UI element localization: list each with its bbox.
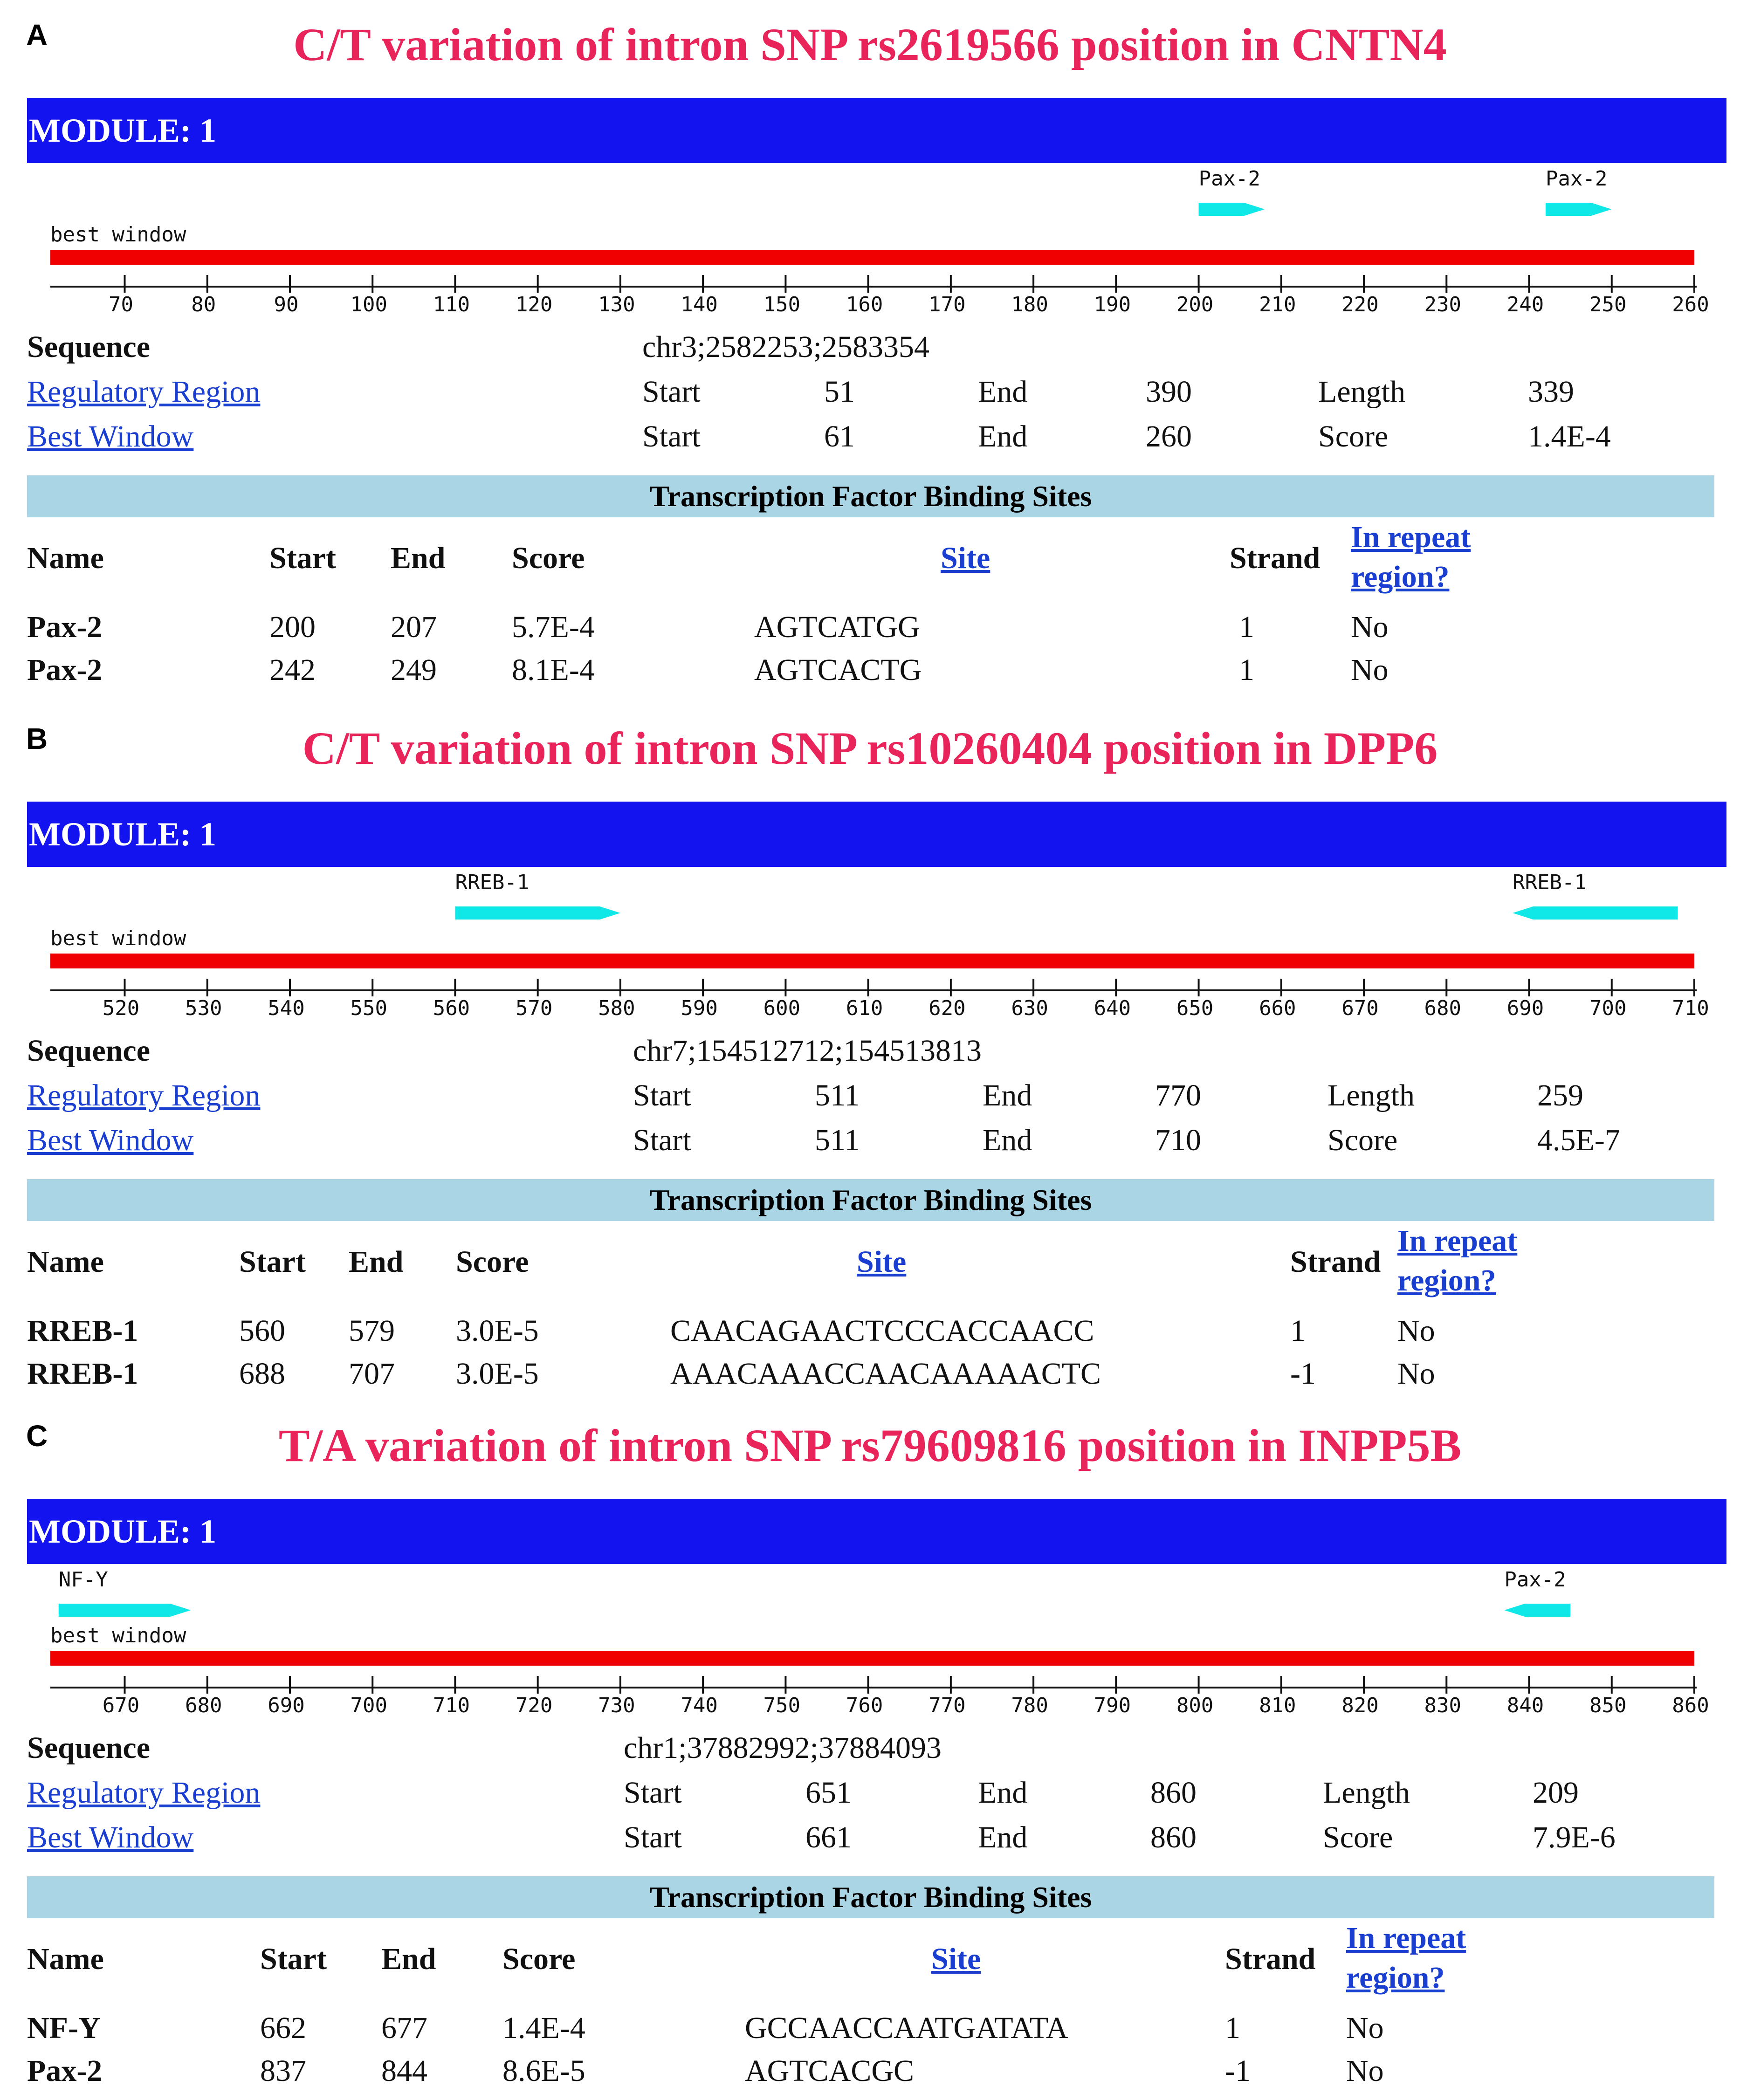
row-1-start: 688 [239,1357,285,1391]
bw-end-label: End [978,419,1028,453]
axis-tick-label: 680 [1424,996,1462,1020]
tf-site-label: NF-Y [58,1568,108,1592]
row-1-site: AGTCACGC [745,2054,915,2088]
row-1-start: 242 [269,653,316,687]
row-1-site: AAACAAACCAACAAAAACTC [670,1357,1101,1391]
info-table [27,326,1714,461]
axis-tick-label: 120 [515,293,553,316]
reg-end-label: End [983,1078,1032,1112]
bw-score-value: 4.5E-7 [1537,1123,1620,1157]
row-1-strand: -1 [1290,1357,1316,1391]
tf-site-arrow [1199,203,1265,216]
axis-tick-label: 540 [268,996,305,1020]
row-1-repeat: No [1351,653,1389,687]
col-repeat-link-1[interactable]: In repeat [1346,1921,1466,1955]
bw-start-label: Start [633,1123,691,1157]
axis-tick-label: 530 [185,996,222,1020]
axis-tick-label: 820 [1341,1694,1379,1717]
axis-tick-label: 580 [598,996,635,1020]
axis-tick-label: 630 [1011,996,1048,1020]
row-0-site: GCCAACCAATGATATA [745,2011,1068,2045]
axis-tick-label: 230 [1424,293,1462,316]
row-0-repeat: No [1397,1314,1435,1348]
tfbs-header: Transcription Factor Binding Sites [27,475,1714,517]
best-window-label: best window [50,1624,186,1647]
axis-tick-label: 590 [681,996,718,1020]
col-repeat-link-2[interactable]: region? [1346,1961,1445,1995]
row-1-repeat: No [1397,1357,1435,1391]
track-svg [0,163,1740,317]
reg-end-label: End [978,375,1028,409]
row-0-strand: 1 [1239,610,1254,644]
best-window-link[interactable]: Best Window [27,1820,194,1854]
module-track [0,867,1740,1021]
col-strand: Strand [1290,1245,1381,1279]
reg-start-label: Start [642,375,701,409]
row-0-start: 662 [260,2011,306,2045]
panel-a [0,0,1740,699]
row-0-name: RREB-1 [27,1314,138,1348]
tfbs-header: Transcription Factor Binding Sites [27,1179,1714,1221]
col-repeat-link-2[interactable]: region? [1351,560,1450,594]
reg-start-label: Start [624,1776,682,1810]
panel-b [0,704,1740,1403]
axis-tick-label: 210 [1259,293,1296,316]
track-svg [0,867,1740,1021]
axis-tick-label: 180 [1011,293,1048,316]
tf-site-label: Pax-2 [1198,167,1261,191]
col-site-link[interactable]: Site [941,541,990,575]
col-site-link[interactable]: Site [931,1942,981,1976]
col-end: End [381,1942,436,1976]
axis-tick-label: 190 [1094,293,1131,316]
col-start: Start [239,1245,306,1279]
axis-tick-label: 670 [102,1694,140,1717]
bw-end-label: End [978,1820,1028,1854]
row-1-name: Pax-2 [27,653,103,687]
regulatory-region-link[interactable]: Regulatory Region [27,1078,261,1112]
reg-length-value: 209 [1533,1776,1579,1810]
axis-tick-label: 840 [1506,1694,1544,1717]
col-name: Name [27,1245,104,1279]
module-label: MODULE: 1 [29,816,216,853]
tfbs-table [27,520,1714,697]
tf-site-arrow [1513,906,1678,920]
axis-tick-label: 690 [1506,996,1544,1020]
row-1-end: 707 [349,1357,395,1391]
axis-tick-label: 600 [763,996,801,1020]
axis-tick-label: 700 [350,1694,387,1717]
col-score: Score [502,1942,576,1976]
tf-site-arrow [455,906,620,920]
axis-tick-label: 710 [1672,996,1709,1020]
axis-tick-label: 170 [928,293,966,316]
bw-start-value: 661 [805,1820,852,1854]
reg-length-label: Length [1327,1078,1415,1112]
sequence-label: Sequence [27,1034,150,1068]
regulatory-region-link[interactable]: Regulatory Region [27,1776,261,1810]
panel-title: C/T variation of intron SNP rs10260404 position in DPP6 [302,722,1438,774]
bw-score-label: Score [1323,1820,1393,1854]
reg-length-value: 339 [1528,375,1574,409]
bw-end-value: 860 [1150,1820,1197,1854]
axis-tick-label: 620 [928,996,966,1020]
axis-tick-label: 560 [433,996,470,1020]
bw-score-value: 7.9E-6 [1533,1820,1616,1854]
row-1-name: RREB-1 [27,1357,138,1391]
row-1-score: 3.0E-5 [456,1357,539,1391]
col-repeat-link-1[interactable]: In repeat [1397,1224,1518,1258]
axis-tick-label: 780 [1011,1694,1048,1717]
axis-tick-label: 640 [1094,996,1131,1020]
tf-site-label: RREB-1 [455,871,530,894]
axis-tick-label: 160 [846,293,883,316]
reg-start-value: 51 [824,375,855,409]
sequence-label: Sequence [27,1731,150,1765]
axis-tick-label: 810 [1259,1694,1296,1717]
bw-start-label: Start [624,1820,682,1854]
axis-tick-label: 250 [1589,293,1627,316]
panel-letter: B [26,722,48,755]
col-strand: Strand [1230,541,1320,575]
module-header [27,98,1726,163]
row-1-score: 8.1E-4 [512,653,595,687]
axis-tick-label: 240 [1506,293,1544,316]
row-0-score: 5.7E-4 [512,610,595,644]
axis-tick-label: 260 [1672,293,1709,316]
row-0-end: 207 [391,610,437,644]
col-start: Start [269,541,336,575]
bw-start-value: 511 [815,1123,860,1157]
col-score: Score [512,541,585,575]
col-start: Start [260,1942,327,1976]
sequence-value: chr7;154512712;154513813 [633,1034,982,1068]
bw-end-label: End [983,1123,1032,1157]
row-1-repeat: No [1346,2054,1384,2088]
panel-title: C/T variation of intron SNP rs2619566 position in CNTN4 [293,19,1447,70]
info-table [27,1030,1714,1165]
row-0-end: 677 [381,2011,427,2045]
axis-tick-label: 730 [598,1694,635,1717]
axis-tick-label: 140 [681,293,718,316]
col-name: Name [27,541,104,575]
panel-letter: A [26,18,48,52]
axis-tick-label: 520 [102,996,140,1020]
axis-tick-label: 200 [1176,293,1214,316]
reg-end-value: 770 [1155,1078,1201,1112]
axis-tick-label: 770 [928,1694,966,1717]
reg-end-value: 390 [1146,375,1192,409]
axis-tick-label: 110 [433,293,470,316]
col-site-link[interactable]: Site [857,1245,907,1279]
row-0-repeat: No [1351,610,1389,644]
tfbs-table [27,1921,1714,2098]
best-window-label: best window [50,926,186,950]
reg-end-value: 860 [1150,1776,1197,1810]
axis-tick-label: 850 [1589,1694,1627,1717]
row-0-site: AGTCATGG [754,610,920,644]
bw-score-label: Score [1318,419,1389,453]
axis-tick-label: 650 [1176,996,1214,1020]
col-name: Name [27,1942,104,1976]
reg-length-label: Length [1318,375,1405,409]
tf-site-label: RREB-1 [1513,871,1587,894]
axis-tick-label: 690 [268,1694,305,1717]
best-window-label: best window [50,223,186,247]
col-score: Score [456,1245,529,1279]
module-track [0,1564,1740,1718]
panel-title: T/A variation of intron SNP rs79609816 position in INPP5B [278,1420,1462,1471]
tfbs-table [27,1223,1714,1400]
tf-site-arrow [1546,203,1612,216]
axis-tick-label: 150 [763,293,801,316]
module-track [0,163,1740,317]
axis-tick-label: 90 [274,293,299,316]
reg-length-value: 259 [1537,1078,1583,1112]
axis-tick-label: 710 [433,1694,470,1717]
axis-tick-label: 70 [109,293,134,316]
best-window-bar [50,954,1694,968]
axis-tick-label: 790 [1094,1694,1131,1717]
axis-tick-label: 860 [1672,1694,1709,1717]
track-svg [0,1564,1740,1718]
sequence-value: chr1;37882992;37884093 [624,1731,942,1765]
row-0-strand: 1 [1225,2011,1240,2045]
col-strand: Strand [1225,1942,1316,1976]
row-1-strand: 1 [1239,653,1254,687]
axis-tick-label: 720 [515,1694,553,1717]
row-0-strand: 1 [1290,1314,1306,1348]
sequence-value: chr3;2582253;2583354 [642,330,929,364]
reg-start-value: 511 [815,1078,860,1112]
axis-tick-label: 660 [1259,996,1296,1020]
panel-letter: C [26,1419,48,1453]
row-1-end: 249 [391,653,437,687]
row-0-score: 3.0E-5 [456,1314,539,1348]
row-0-name: Pax-2 [27,610,103,644]
axis-tick-label: 610 [846,996,883,1020]
bw-score-value: 1.4E-4 [1528,419,1611,453]
best-window-link[interactable]: Best Window [27,1123,194,1157]
regulatory-region-link[interactable]: Regulatory Region [27,375,261,409]
reg-length-label: Length [1323,1776,1410,1810]
axis-tick-label: 700 [1589,996,1627,1020]
bw-score-label: Score [1327,1123,1398,1157]
sequence-label: Sequence [27,330,150,364]
axis-tick-label: 220 [1341,293,1379,316]
module-header [27,802,1726,867]
row-0-name: NF-Y [27,2011,101,2045]
col-end: End [391,541,446,575]
axis-tick-label: 800 [1176,1694,1214,1717]
axis-tick-label: 100 [350,293,387,316]
row-1-start: 837 [260,2054,306,2088]
row-0-site: CAACAGAACTCCCACCAACC [670,1314,1094,1348]
module-label: MODULE: 1 [29,1513,216,1550]
row-1-site: AGTCACTG [754,653,922,687]
row-1-end: 844 [381,2054,427,2088]
row-0-start: 560 [239,1314,285,1348]
row-1-score: 8.6E-5 [502,2054,585,2088]
axis-tick-label: 760 [846,1694,883,1717]
panel-c [0,1401,1740,2100]
info-table [27,1727,1714,1862]
axis-tick-label: 80 [191,293,216,316]
col-repeat-link-2[interactable]: region? [1397,1263,1496,1297]
row-1-strand: -1 [1225,2054,1251,2088]
module-header [27,1499,1726,1564]
axis-tick-label: 550 [350,996,387,1020]
axis-tick-label: 830 [1424,1694,1462,1717]
best-window-link[interactable]: Best Window [27,419,194,453]
tfbs-header: Transcription Factor Binding Sites [27,1876,1714,1918]
axis-tick-label: 740 [681,1694,718,1717]
tf-site-label: Pax-2 [1545,167,1608,191]
row-0-start: 200 [269,610,316,644]
axis-tick-label: 570 [515,996,553,1020]
reg-start-value: 651 [805,1776,852,1810]
row-0-score: 1.4E-4 [502,2011,585,2045]
best-window-bar [50,1651,1694,1666]
axis-tick-label: 130 [598,293,635,316]
bw-end-value: 260 [1146,419,1192,453]
axis-tick-label: 670 [1341,996,1379,1020]
row-1-name: Pax-2 [27,2054,103,2088]
module-label: MODULE: 1 [29,112,216,149]
row-0-repeat: No [1346,2011,1384,2045]
tf-site-arrow [1504,1604,1570,1617]
reg-end-label: End [978,1776,1028,1810]
axis-tick-label: 680 [185,1694,222,1717]
bw-end-value: 710 [1155,1123,1201,1157]
bw-start-value: 61 [824,419,855,453]
best-window-bar [50,250,1694,265]
col-end: End [349,1245,404,1279]
tf-site-label: Pax-2 [1504,1568,1566,1592]
bw-start-label: Start [642,419,701,453]
col-repeat-link-1[interactable]: In repeat [1351,520,1471,554]
row-0-end: 579 [349,1314,395,1348]
reg-start-label: Start [633,1078,691,1112]
tf-site-arrow [59,1604,191,1617]
axis-tick-label: 750 [763,1694,801,1717]
